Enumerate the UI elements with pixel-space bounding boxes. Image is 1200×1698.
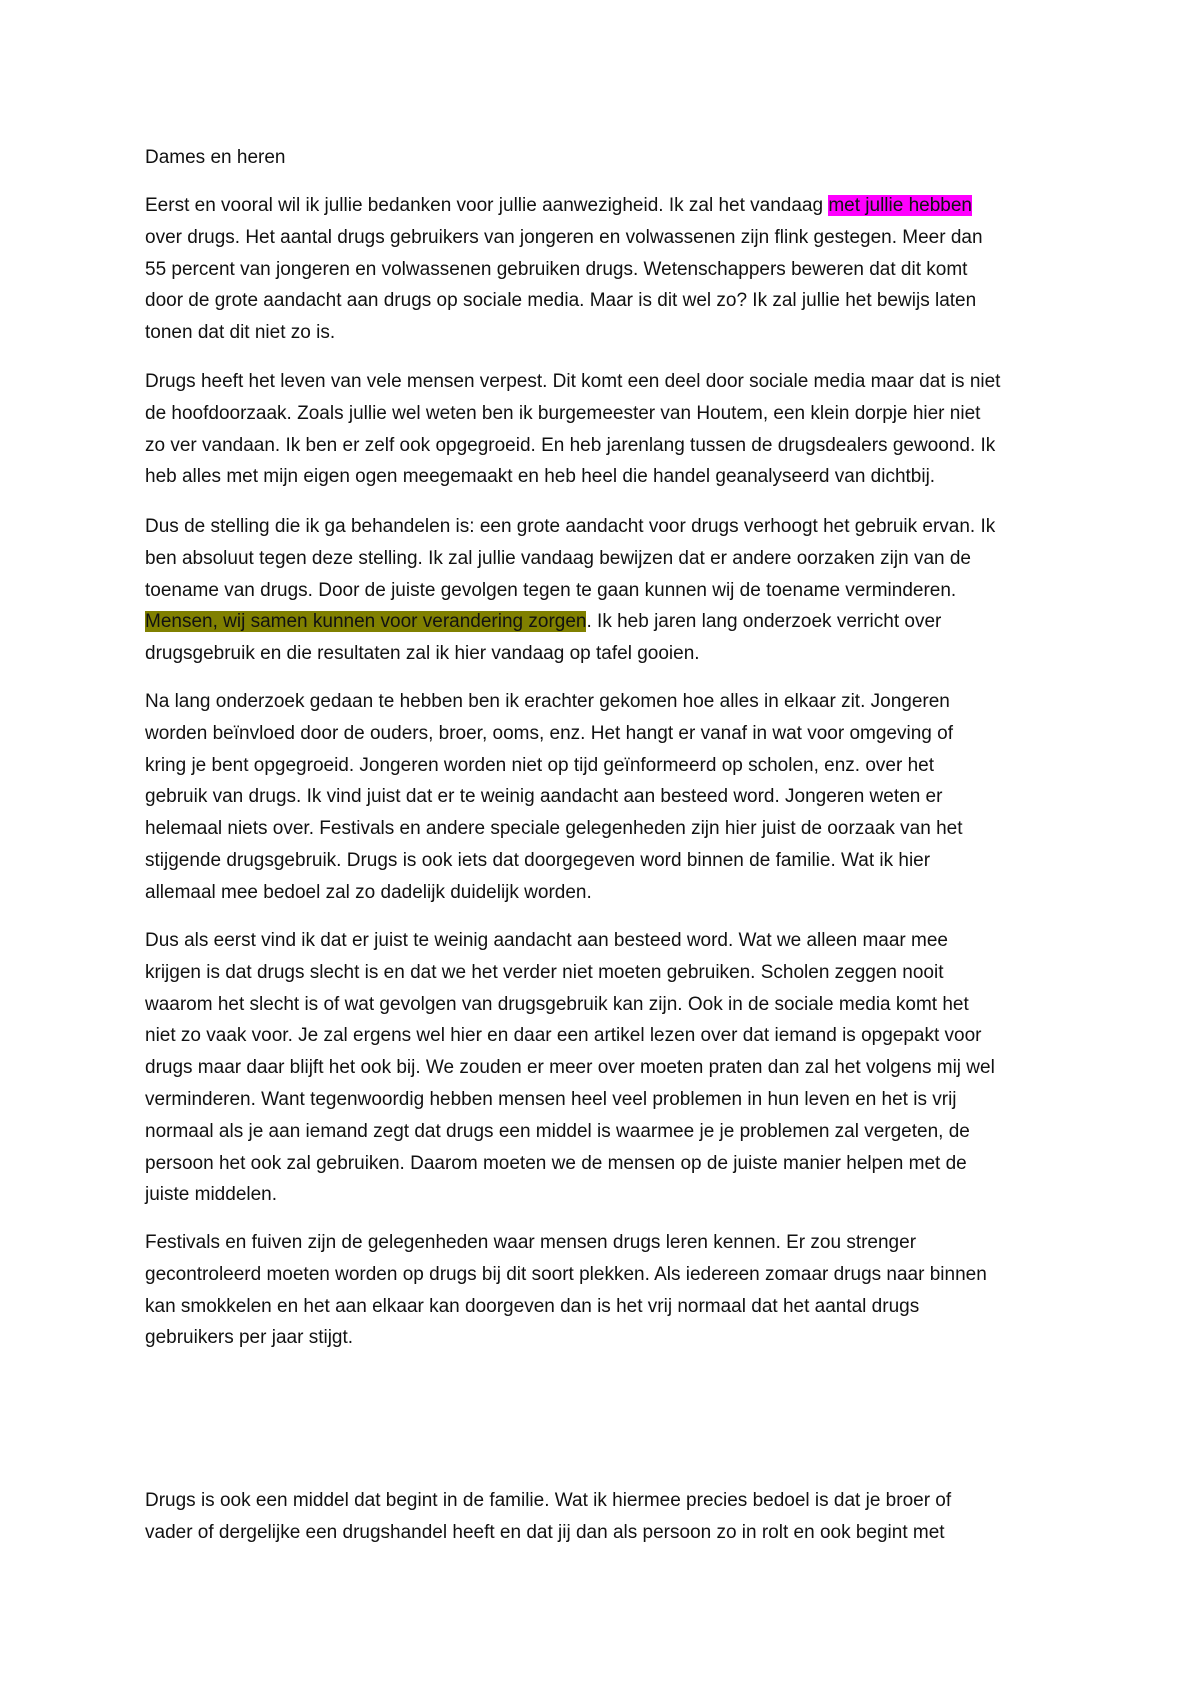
text-line: helemaal niets over. Festivals en andere speciale gelegenheden zijn hier juist de oorzaak van het <box>145 818 963 840</box>
text-line: verminderen. Want tegenwoordig hebben mensen heel veel problemen in hun leven en het is vrij <box>145 1088 957 1110</box>
paragraph-research <box>145 686 1075 909</box>
text-line: ben absoluut tegen deze stelling. Ik zal jullie vandaag bewijzen dat er andere oorzaken zijn van de <box>145 547 971 569</box>
text-line: Drugs is ook een middel dat begint in de familie. Wat ik hiermee precies bedoel is dat je broer of <box>145 1490 952 1511</box>
text-line: door de grote aandacht aan drugs op sociale media. Maar is dit wel zo? Ik zal jullie het bewijs laten <box>145 290 977 312</box>
text-line: persoon het ook zal gebruiken. Daarom moeten we de mensen op de juiste manier helpen met de <box>145 1152 967 1174</box>
greeting <box>145 142 1075 174</box>
text-line: zo ver vandaan. Ik ben er zelf ook opgegroeid. En heb jarenlang tussen de drugsdealers gewoond. Ik <box>145 434 996 456</box>
text-line: gebruik van drugs. Ik vind juist dat er te weinig aandacht aan besteed word. Jongeren weten er <box>145 786 943 808</box>
text-line: de hoofdoorzaak. Zoals jullie wel weten ben ik burgemeester van Houtem, een klein dorpje hier niet <box>145 402 981 424</box>
text-line: juiste middelen. <box>145 1184 278 1206</box>
text-line: waarom het slecht is of wat gevolgen van drugsgebruik kan zijn. Ook in de sociale media komt het <box>145 993 969 1015</box>
greeting-text: Dames en heren <box>145 147 286 168</box>
text-line: 55 percent van jongeren en volwassenen gebruiken drugs. Wetenschappers beweren dat dit komt <box>145 258 968 280</box>
text-run: Eerst en vooral wil ik jullie bedanken voor jullie aanwezigheid. Ik zal het vandaag <box>145 195 829 216</box>
paragraph-background <box>145 366 1075 493</box>
highlighted-text-pink: met jullie hebben <box>828 195 972 216</box>
text-line: niet zo vaak voor. Je zal ergens wel hier en daar een artikel lezen over dat iemand is opgepakt voor <box>145 1025 982 1047</box>
text-line: Dus de stelling die ik ga behandelen is: een grote aandacht voor drugs verhoogt het gebruik ervan. Ik <box>145 516 996 537</box>
text-line: Drugs heeft het leven van vele mensen verpest. Dit komt een deel door sociale media maar dat is niet <box>145 371 1001 392</box>
text-line: kan smokkelen en het aan elkaar kan doorgeven dan is het vrij normaal dat het aantal drugs <box>145 1295 920 1317</box>
text-line: Festivals en fuiven zijn de gelegenheden waar mensen drugs leren kennen. Er zou strenger <box>145 1232 917 1253</box>
highlighted-text-olive: Mensen, wij samen kunnen voor verandering zorgen <box>145 611 587 633</box>
paragraph-intro <box>145 190 1075 349</box>
text-line: worden beïnvloed door de ouders, broer, ooms, enz. Het hangt er vanaf in wat voor omgeving of <box>145 722 953 744</box>
text-line: gecontroleerd moeten worden op drugs bij dit soort plekken. Als iedereen zomaar drugs naar binnen <box>145 1263 987 1285</box>
text-line: heb alles met mijn eigen ogen meegemaakt en heb heel die handel geanalyseerd van dichtbij. <box>145 466 936 488</box>
text-line: over drugs. Het aantal drugs gebruikers van jongeren en volwassenen zijn flink gestegen. Meer dan <box>145 226 983 248</box>
paragraph-family <box>145 1485 1075 1549</box>
text-run: . Ik heb jaren lang onderzoek verricht over <box>586 611 942 633</box>
text-line: drugsgebruik en die resultaten zal ik hier vandaag op tafel gooien. <box>145 643 700 665</box>
text-line: stijgende drugsgebruik. Drugs is ook iets dat doorgegeven word binnen de familie. Wat ik hier <box>145 849 931 871</box>
text-line: drugs maar daar blijft het ook bij. We zouden er meer over moeten praten dan zal het volgens mij wel <box>145 1057 995 1079</box>
text-line: kring je bent opgegroeid. Jongeren worden niet op tijd geïnformeerd op scholen, enz. over het <box>145 754 935 776</box>
paragraph-thesis <box>145 511 1075 670</box>
paragraph-attention <box>145 925 1075 1211</box>
text-line: Dus als eerst vind ik dat er juist te weinig aandacht aan besteed word. Wat we alleen maar mee <box>145 930 948 951</box>
text-line <box>145 606 1075 638</box>
text-line: allemaal mee bedoel zal zo dadelijk duidelijk worden. <box>145 881 592 903</box>
text-line: krijgen is dat drugs slecht is en dat we het verder niet moeten gebruiken. Scholen zeggen nooit <box>145 961 944 983</box>
text-line: toename van drugs. Door de juiste gevolgen tegen te gaan kunnen wij de toename verminderen. <box>145 579 957 601</box>
text-line: Na lang onderzoek gedaan te hebben ben ik erachter gekomen hoe alles in elkaar zit. Jongeren <box>145 691 950 712</box>
text-line: tonen dat dit niet zo is. <box>145 322 336 344</box>
paragraph-festivals <box>145 1227 1075 1354</box>
text-line: vader of dergelijke een drugshandel heeft en dat jij dan als persoon zo in rolt en ook begint met <box>145 1521 945 1543</box>
text-line <box>145 190 1075 222</box>
text-line: normaal als je aan iemand zegt dat drugs een middel is waarmee je je problemen zal vergeten, de <box>145 1120 970 1142</box>
text-line: gebruikers per jaar stijgt. <box>145 1327 354 1349</box>
